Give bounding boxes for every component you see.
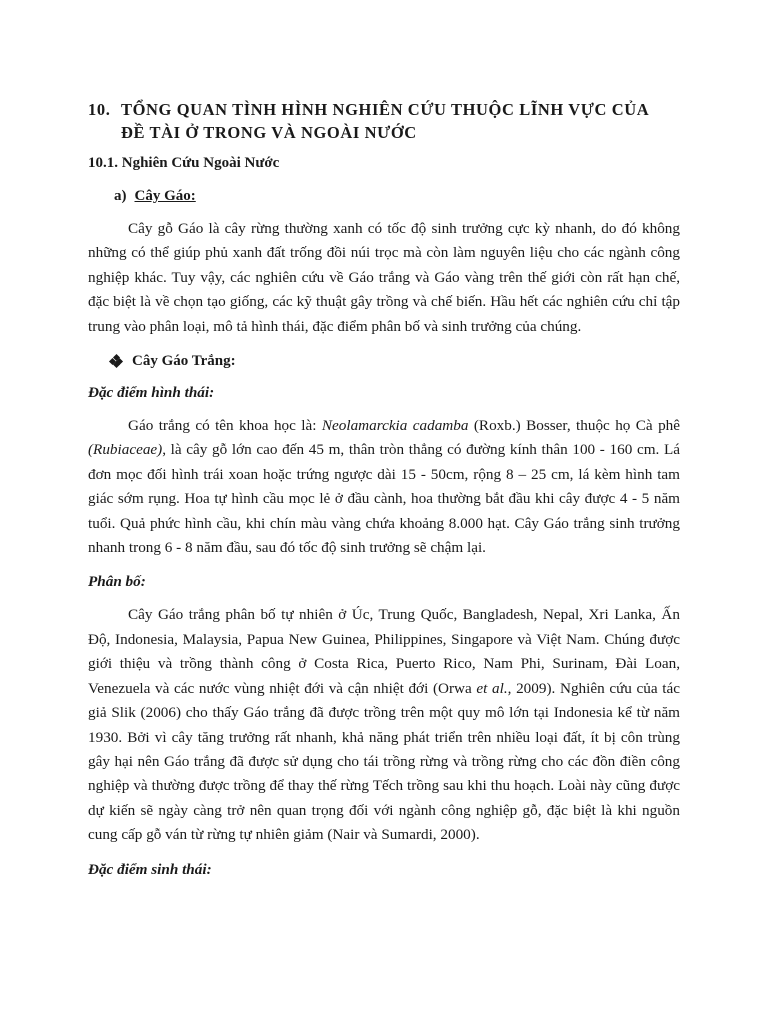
diamond-bullet-icon <box>110 355 122 367</box>
distribution-paragraph <box>88 603 680 847</box>
bullet-heading <box>110 350 680 372</box>
item-a-heading <box>114 185 680 207</box>
morphology-text-2: (Roxb.) Bosser, thuộc họ Cà phê <box>468 417 680 435</box>
section-title-line1: TỔNG QUAN TÌNH HÌNH NGHIÊN CỨU THUỘC LĨNH VỰC CỦA <box>121 100 650 119</box>
bullet-title: Cây Gáo Trắng: <box>132 353 236 370</box>
section-title <box>121 98 680 144</box>
ecology-label: Đặc điểm sinh thái: <box>88 860 212 878</box>
family-name: (Rubiaceae) <box>88 441 163 459</box>
section-number: 10. <box>88 100 111 119</box>
morphology-label: Đặc điểm hình thái: <box>88 384 215 402</box>
morphology-text-3: , là cây gỗ lớn cao đến 45 m, thân tròn thẳng có đường kính thân 100 - 160 cm. Lá đơn mọc đối hình trái xoan hoặc trứng ngược dài 15 - 50cm, rộng 8 – 25 cm, lá kèm hình tam giác sớm rụng. Hoa tự hình cầu mọc lẻ ở đầu cành, hoa thường bắt đầu khi cây được 4 - 5 năm tuổi. Quả phức hình cầu, khi chín màu vàng chứa khoảng 8.000 hạt. Cây Gáo trắng sinh trưởng nhanh trong 6 - 8 năm đầu, sau đó tốc độ sinh trưởng sẽ chậm lại. <box>88 441 680 557</box>
section-heading <box>88 98 680 144</box>
distribution-text-1: Cây Gáo trắng phân bố tự nhiên ở Úc, Trung Quốc, Bangladesh, Nepal, Xri Lanka, Ấn Độ, Indonesia, Malaysia, Papua New Guinea, Philippines, Singapore và Việt Nam. Chúng được giới thiệu và trồng thành công ở Costa Rica, Puerto Rico, Nam Phi, Surinam, Đài Loan, Venezuela và các nước vùng nhiệt đới và cận nhiệt đới (Orwa <box>88 606 680 697</box>
scientific-name: Neolamarckia cadamba <box>321 417 469 435</box>
section-title-line2: ĐỀ TÀI Ở TRONG VÀ NGOÀI NƯỚC <box>121 123 417 142</box>
item-a-title: Cây Gáo: <box>134 188 196 204</box>
morphology-text-1: Gáo trắng có tên khoa học là: <box>128 417 322 435</box>
intro-paragraph: Cây gỗ Gáo là cây rừng thường xanh có tốc độ sinh trưởng cực kỳ nhanh, do đó không những có thể giúp phủ xanh đất trống đồi núi trọc mà còn làm nguyên liệu cho các ngành công nghiệp khác. Tuy vậy, các nghiên cứu về Gáo trắng và Gáo vàng trên thế giới còn rất hạn chế, đặc biệt là về chọn tạo giống, các kỹ thuật gây trồng và chế biến. Hầu hết các nghiên cứu chỉ tập trung vào phân loại, mô tả hình thái, đặc điểm phân bố và sinh trưởng của chúng. <box>88 220 680 335</box>
item-a-marker: a) <box>114 188 127 204</box>
distribution-label: Phân bố: <box>88 573 146 591</box>
et-al: et al. <box>476 679 508 697</box>
morphology-paragraph <box>88 414 680 560</box>
subsection-heading: 10.1. Nghiên Cứu Ngoài Nước <box>88 155 280 171</box>
distribution-text-2: , 2009). Nghiên cứu của tác giả Slik (2006) cho thấy Gáo trắng đã được trồng trên một quy mô lớn tại Indonesia kể từ năm 1930. Bởi vì cây tăng trưởng rất nhanh, khả năng phát triển trên nhiều loại đất, ít bị côn trùng gây hại nên Gáo trắng đã được sử dụng cho tái trồng rừng và trồng rừng cho các đồn điền công nghiệp và thường được trồng để thay thế rừng Tếch trồng sau khi thu hoạch. Loài này cũng được dự kiến sẽ ngày càng trở nên quan trọng đối với ngành công nghiệp gỗ, đặc biệt là khi nguồn cung cấp gỗ ván từ rừng tự nhiên giảm (Nair và Sumardi, 2000). <box>88 679 680 844</box>
